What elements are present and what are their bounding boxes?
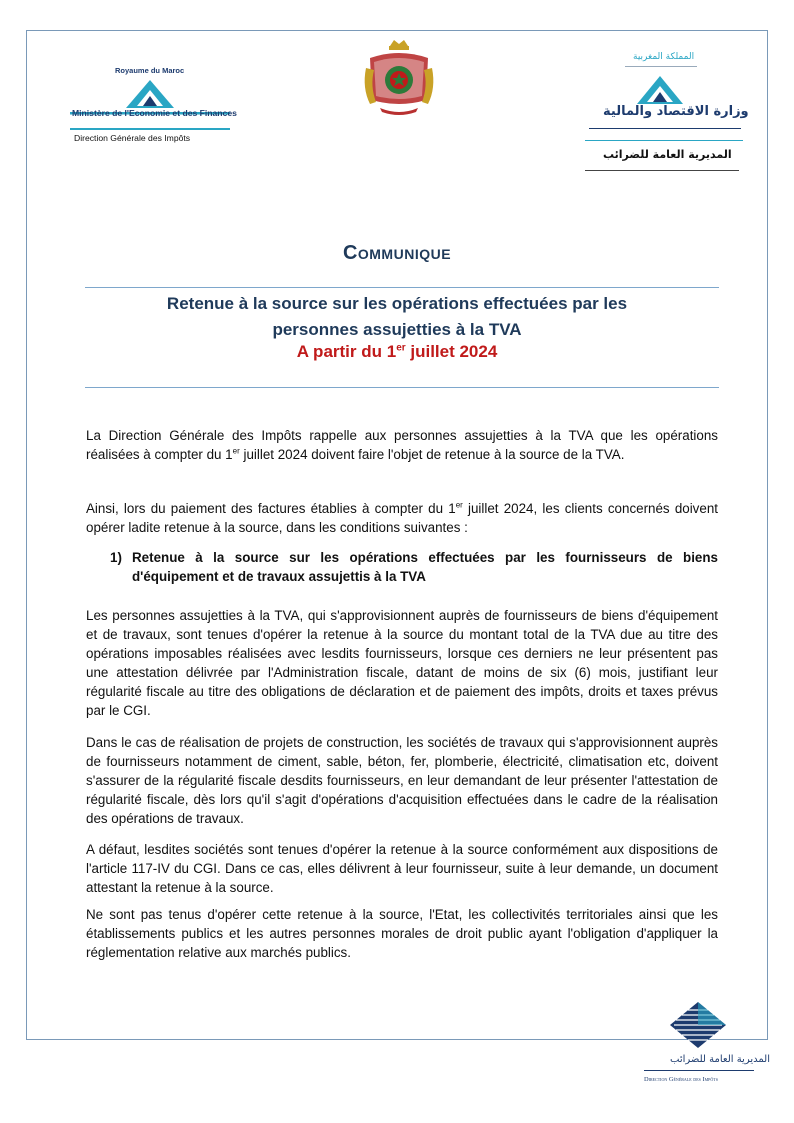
date-suffix: juillet 2024 xyxy=(405,342,498,361)
page-title: Communique xyxy=(342,242,452,264)
paragraph-conditions xyxy=(86,499,718,537)
pyramid-icon xyxy=(70,76,230,126)
paragraph-construction: Dans le cas de réalisation de projets de construction, les sociétés de travaux qui s'approvisionnent auprès de fournisseurs notamment de ciment, sable, béton, fer, plomberie, électricité, climatisation etc, doivent s'assurer de la régularité fiscale desdits fournisseurs, en leur demandant de leur présenter l'attestation de régularité fiscale, dès lors qu'il s'agit d'opérations d'acquisition effectuées dans le cadre de la réalisation des opérations de travaux. xyxy=(86,735,718,826)
paragraph-default: A défaut, lesdites sociétés sont tenues d'opérer la retenue à la source conformément aux dispositions de l'article 117-IV du CGI. Dans ce cas, elles délivrent à leur fournisseur, suite à leur demande, un document attestant la retenue à la source. xyxy=(86,842,718,895)
kingdom-label-arabic: المملكة المغربية xyxy=(633,52,695,62)
title-divider-top xyxy=(85,287,719,288)
date-sup: er xyxy=(396,342,406,354)
ministry-label: Ministère de l'Economie et des Finances xyxy=(72,108,237,118)
sup: er xyxy=(455,500,463,510)
footer-label-arabic: المديرية العامة للضرائب xyxy=(670,1054,770,1065)
ministry-label-arabic: وزارة الاقتصاد والمالية xyxy=(603,104,749,119)
paragraph-suppliers: Les personnes assujetties à la TVA, qui s'approvisionnent auprès de fournisseurs de biens d'équipement et de travaux, sont tenues d'opérer la retenue à la source du montant total de la TVA due au titre des opérations imposables réalisées avec lesdits fournisseurs, lorsque ces derniers ne leur présentent pas une attestation délivrée par l'Administration fiscale, datant de moins de six (6) mois, justifiant leur régularité fiscale au titre des obligations de déclaration et de paiement des impôts, droits et taxes prévus par le CGI. xyxy=(86,608,718,718)
footer-label: Direction Générale des Impôts xyxy=(644,1076,718,1083)
kingdom-label: Royaume du Maroc xyxy=(115,66,185,75)
logo-divider xyxy=(70,128,230,130)
diamond-logo-icon xyxy=(668,1000,728,1050)
paragraph-exemptions: Ne sont pas tenus d'opérer cette retenue à la source, l'Etat, les collectivités territoriales ainsi que les établissements publics et les autres personnes morales de droit public ayant l'obligation d'appliquer la réglementation relative aux marchés publics. xyxy=(86,907,718,960)
effective-date xyxy=(0,342,794,362)
text: juillet 2024 doivent faire l'objet de retenue à la source de la TVA. xyxy=(239,447,625,462)
footer-logo xyxy=(640,1000,770,1095)
tifinagh-line xyxy=(585,170,739,171)
text: juillet 2024, les clients concernés doivent opérer ladite retenue à la source, dans les conditions suivantes : xyxy=(86,501,718,535)
list-heading: Retenue à la source sur les opérations effectuées par les fournisseurs de biens d'équipement et de travaux assujettis à la TVA xyxy=(132,550,718,584)
text: La Direction Générale des Impôts rappelle aux personnes assujetties à la TVA que les opérations réalisées à compter du 1 xyxy=(86,428,718,462)
subtitle-line-1: Retenue à la source sur les opérations effectuées par les xyxy=(166,294,628,313)
logo-divider xyxy=(585,140,743,141)
paragraph-intro xyxy=(86,426,718,464)
text: Ainsi, lors du paiement des factures établies à compter du 1 xyxy=(86,501,456,516)
tifinagh-line xyxy=(625,66,697,67)
title-divider-bottom xyxy=(85,387,719,388)
directorate-label: Direction Générale des Impôts xyxy=(74,133,191,143)
tifinagh-line xyxy=(589,128,741,129)
tifinagh-line xyxy=(644,1070,754,1071)
ministry-logo-arabic xyxy=(585,52,749,180)
subtitle-line-2: personnes assujetties à la TVA xyxy=(272,320,522,339)
date-prefix: A partir du 1 xyxy=(296,342,397,361)
list-item xyxy=(110,548,718,586)
ministry-logo xyxy=(70,66,237,146)
directorate-label-arabic: المديرية العامة للضرائب xyxy=(603,148,732,161)
coat-of-arms-icon xyxy=(360,38,438,118)
list-number: 1) xyxy=(110,550,122,565)
sup: er xyxy=(232,446,240,456)
